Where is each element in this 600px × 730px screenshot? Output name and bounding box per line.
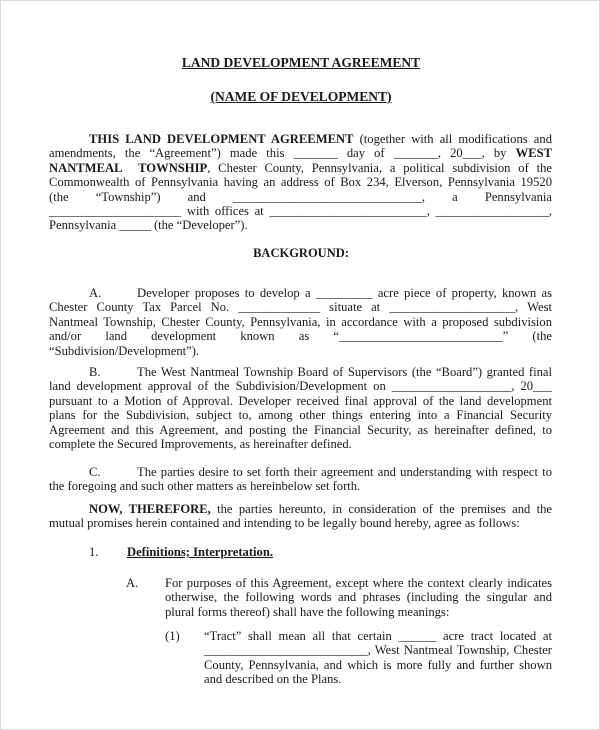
- recital-b-line-5: Agreement and this Agreement, and posting the Financial Security, as hereinafter defined, to: [49, 422, 552, 437]
- now-therefore-bold: NOW, THEREFORE,: [89, 502, 211, 516]
- section-1a-line-1: For purposes of this Agreement, except where the context clearly indicates: [165, 576, 552, 590]
- document-subtitle: (NAME OF DEVELOPMENT): [210, 89, 392, 104]
- recital-b-line-6: complete the Secured Improvements, as hereinafter defined.: [49, 437, 352, 452]
- intro-line-7: Pennsylvania _____ (the “Developer”).: [49, 218, 248, 233]
- recital-c: [49, 465, 552, 494]
- section-1a-line-2: otherwise, the following words and phrases (including the singular and: [165, 590, 552, 605]
- section-1a1-line-4: and described on the Plans.: [204, 672, 342, 687]
- section-1a1-text: [204, 629, 552, 687]
- recital-b-line-1: B. The West Nantmeal Township Board of Supervisors (the “Board”) granted final: [89, 365, 552, 379]
- recital-b-line-3: pursuant to a Motion of Approval. Developer received final approval of the land development: [49, 393, 552, 408]
- recital-a-label: A.: [89, 286, 102, 300]
- section-1-number: 1.: [89, 545, 99, 559]
- intro-line-3: NANTMEAL TOWNSHIP, Chester County, Pennsylvania, a political subdivision of the: [49, 160, 552, 175]
- now-therefore-paragraph: [49, 502, 552, 531]
- section-1a-label: A.: [126, 576, 139, 590]
- recital-a-line-1: A. Developer proposes to develop a _________ acre piece of property, known as: [89, 286, 552, 300]
- recital-b-line-4: plans for the Subdivision, subject to, among other things entering into a Financial Security: [49, 408, 552, 423]
- recital-a-line-3: Nantmeal Township, Chester County, Pennsylvania, in accordance with a proposed subdivision: [49, 314, 552, 329]
- recital-c-label: C.: [89, 465, 101, 479]
- recital-c-line-2: the foregoing and such other matters as hereinbelow set forth.: [49, 479, 361, 494]
- intro-line-1: THIS LAND DEVELOPMENT AGREEMENT (together with all modifications and: [89, 132, 552, 146]
- township-name-part2: NANTMEAL TOWNSHIP: [49, 160, 208, 175]
- intro-line-4: Commonwealth of Pennsylvania having an address of Box 234, Elverson, Pennsylvania 19520: [49, 175, 552, 190]
- recital-b-line-2: land development approval of the Subdivision/Development on ___________________, 20___: [49, 379, 552, 394]
- intro-line-5: (the “Township”) and ______________________________, a Pennsylvania: [49, 189, 552, 204]
- intro-line-2: amendments, the “Agreement”) made this _______ day of _______, 20___, by WEST: [49, 146, 552, 161]
- township-name-part: WEST: [515, 146, 552, 161]
- section-1-title: Definitions; Interpretation.: [127, 545, 273, 559]
- recital-c-line-1: C. The parties desire to set forth their agreement and understanding with respect to: [89, 465, 552, 479]
- recital-a-line-5: “Subdivision/Development”).: [49, 343, 200, 358]
- intro-paragraph: [49, 132, 552, 233]
- recital-a-line-4: and/or land development known as “__________________________” (the: [49, 329, 552, 344]
- section-1a1-line-1: “Tract” shall mean all that certain ______ acre tract located at: [204, 629, 552, 643]
- section-1a-line-3: plural forms thereof) shall have the following meanings:: [165, 604, 450, 619]
- intro-bold-lead: THIS LAND DEVELOPMENT AGREEMENT: [89, 132, 354, 146]
- background-heading: BACKGROUND:: [253, 246, 349, 260]
- document-title: LAND DEVELOPMENT AGREEMENT: [181, 55, 421, 70]
- recital-b-label: B.: [89, 365, 101, 379]
- intro-line-6: _____________________ with offices at _________________________, __________________,: [49, 204, 552, 219]
- section-1a1-line-2: __________________________, West Nantmeal Township, Chester: [204, 643, 552, 658]
- now-therefore-line-1: NOW, THEREFORE, the parties hereunto, in consideration of the premises and the: [89, 502, 553, 516]
- recital-b: [49, 365, 552, 451]
- section-1a1-label: (1): [165, 629, 180, 643]
- now-therefore-line-2: mutual promises herein contained and intending to be legally bound hereby, agree as follows:: [49, 516, 520, 531]
- section-1a1-line-3: County, Pennsylvania, and which is more fully and further shown: [204, 657, 552, 672]
- section-1a-text: [165, 576, 552, 619]
- recital-a-line-2: Chester County Tax Parcel No. _____________ situate at ____________________, West: [49, 300, 552, 315]
- recital-a: [49, 286, 552, 358]
